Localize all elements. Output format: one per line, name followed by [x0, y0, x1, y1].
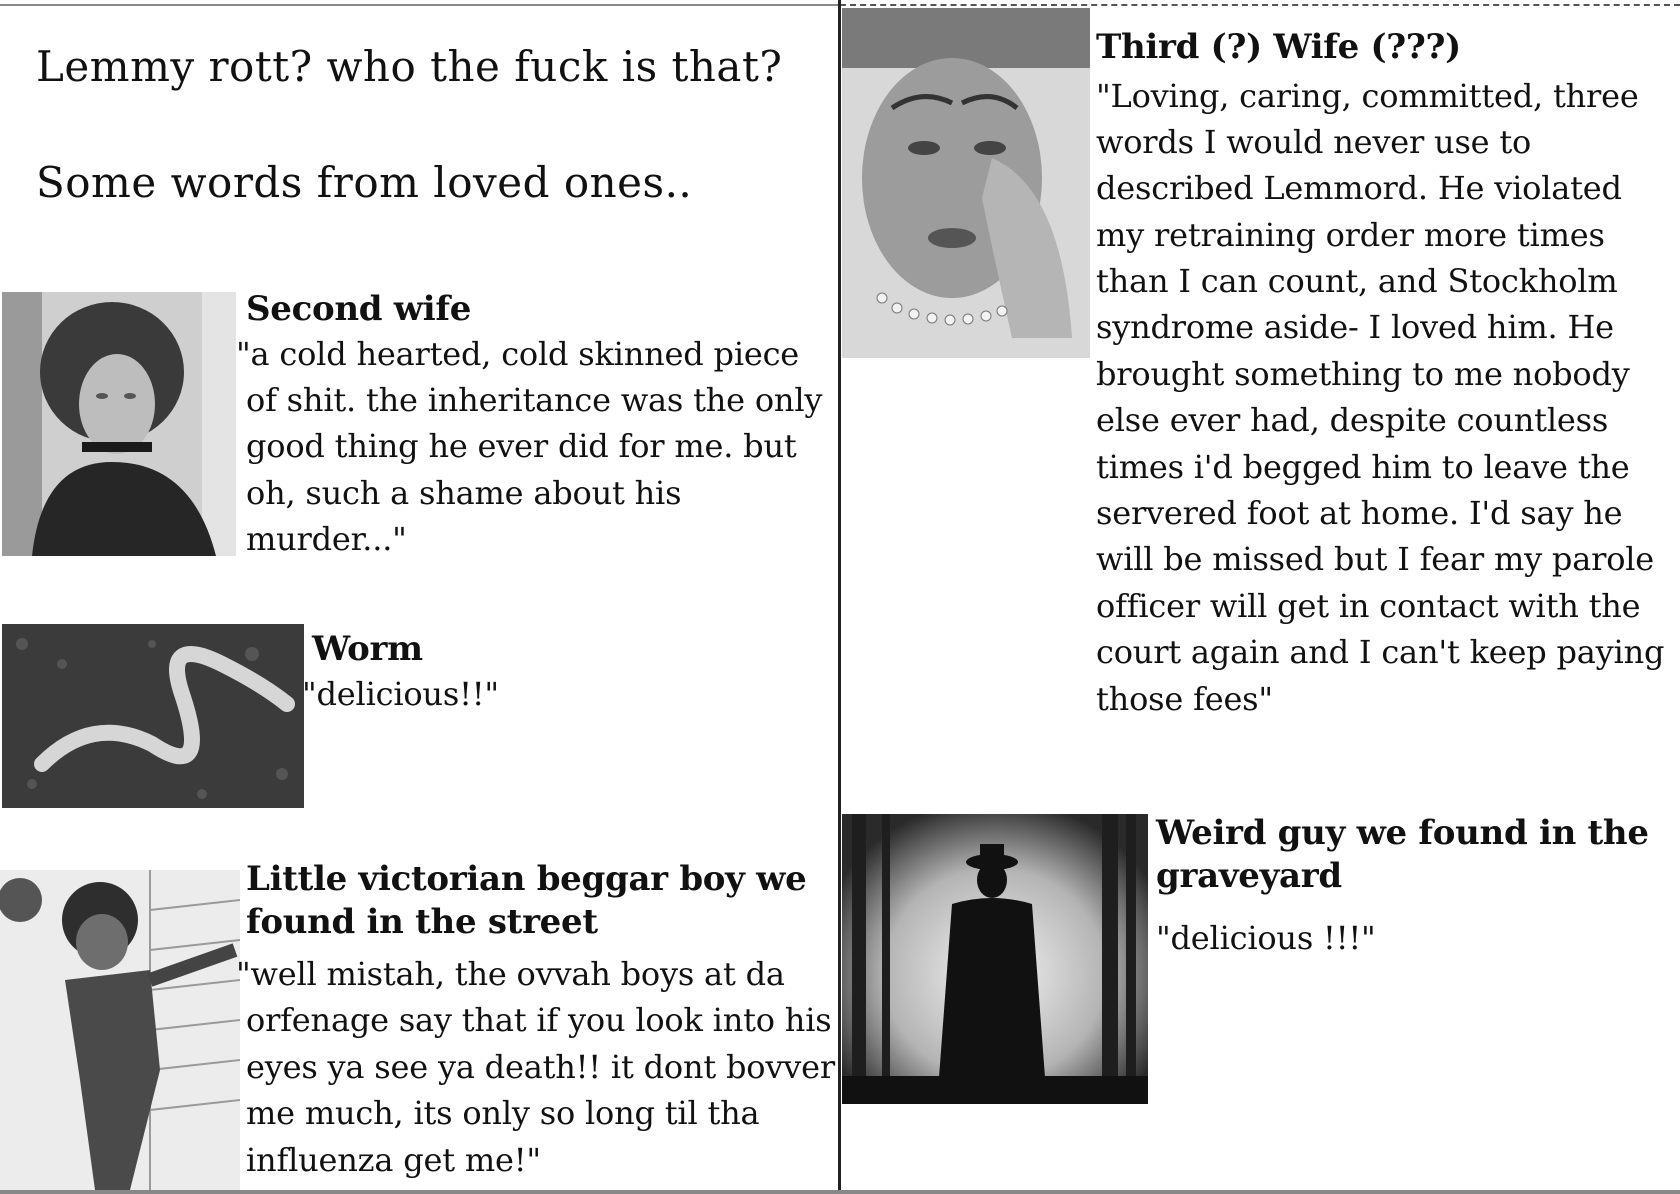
silhouette-man-photo — [842, 814, 1148, 1104]
testimonial-beggar-boy — [236, 858, 836, 1183]
testimonial-name: Second wife — [246, 289, 472, 329]
testimonial-name: Little victorian beggar boy we found in the street — [246, 859, 807, 942]
testimonial-quote: "delicious !!!" — [1156, 919, 1376, 957]
testimonial-second-wife — [236, 288, 836, 562]
testimonial-quote: "delicious!!" — [302, 674, 499, 713]
testimonial-name: Third (?) Wife (???) — [1096, 27, 1461, 67]
testimonial-quote: "a cold hearted, cold skinned piece of shit. the inheritance was the only good thing he ever did for me. but oh, such a shame about his murder..." — [236, 334, 823, 559]
testimonial-weird-guy — [1156, 812, 1676, 961]
crying-woman-photo — [842, 8, 1090, 358]
testimonial-name: Weird guy we found in the graveyard — [1156, 813, 1649, 896]
testimonial-worm — [302, 628, 832, 717]
worm-photo — [2, 624, 304, 808]
bottom-border — [0, 1190, 1680, 1194]
top-border-right — [840, 4, 1680, 6]
testimonial-third-wife — [1096, 26, 1678, 722]
testimonial-name: Worm — [312, 629, 423, 669]
second-wife-photo — [2, 292, 236, 556]
top-border-left — [0, 4, 838, 6]
beggar-boy-photo — [0, 870, 240, 1190]
testimonial-quote: "Loving, caring, committed, three words I would never use to described Lemmord. He violated my retraining order more times than I can count, and Stockholm syndrome aside- I loved him. He brought something to me nobody else ever had, despite countless times i'd begged him to leave the servered foot at home. I'd say he will be missed but I fear my parole officer will get in contact with the court again and I can't keep paying those fees" — [1096, 76, 1665, 718]
page-title: Lemmy rott? who the fuck is that? — [36, 42, 783, 91]
page-subtitle: Some words from loved ones.. — [36, 158, 693, 207]
column-divider — [838, 0, 841, 1194]
testimonial-quote: "well mistah, the ovvah boys at da orfenage say that if you look into his eyes ya see ya death!! it dont bovver me much, its only so long til tha influenza get me!" — [236, 955, 835, 1179]
